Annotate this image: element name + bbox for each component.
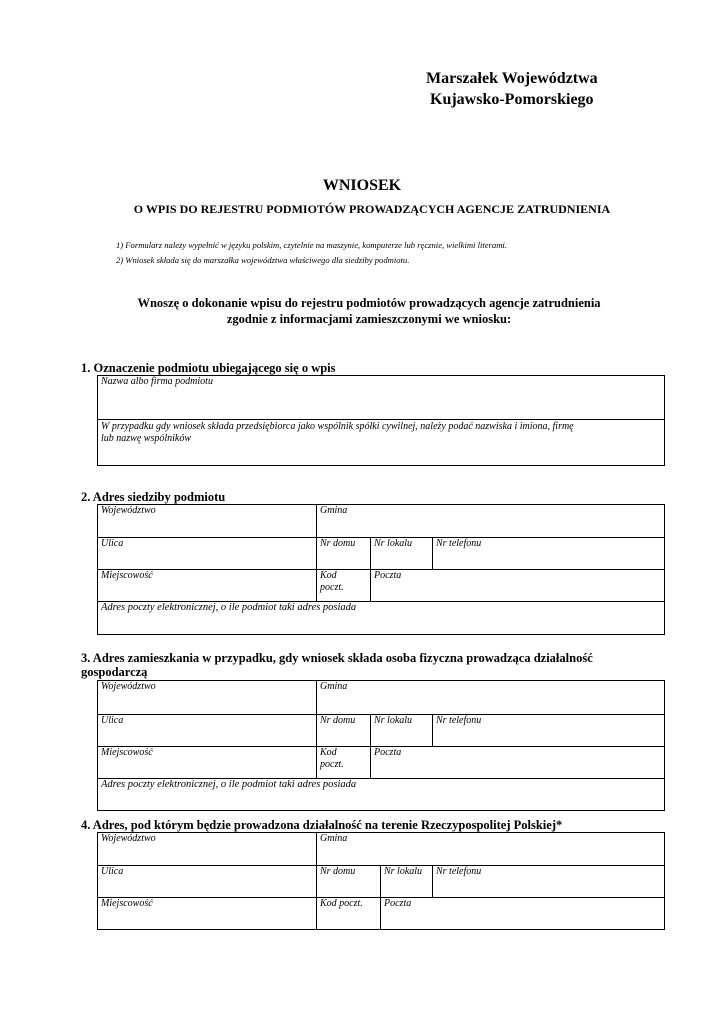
s4-unit-no-label: Nr lokalu [384,866,423,877]
s2-house-no-label: Nr domu [320,538,356,549]
s2-email-label: Adres poczty elektronicznej, o ile podmiot taki adres posiada [101,602,357,613]
s4-commune-field[interactable] [317,833,665,866]
section-3-heading-line-1: 3. Adres zamieszkania w przypadku, gdy wniosek składa osoba fizyczna prowadząca działalność [81,651,593,665]
s4-street-field[interactable] [98,866,317,898]
section-3-heading [81,651,593,679]
instructions [116,238,507,268]
entity-name-label: Nazwa albo firma podmiotu [101,376,213,387]
s3-post-office-label: Poczta [374,747,402,758]
section-3-table [97,680,665,811]
request-statement [0,295,724,327]
s2-phone-field[interactable] [433,538,665,570]
entity-name-field[interactable] [98,376,665,420]
s4-house-no-field[interactable] [317,866,381,898]
s4-phone-field[interactable] [433,866,665,898]
s2-email-field[interactable] [98,602,665,635]
partners-label-2: lub nazwę wspólników [101,433,192,444]
addressee [426,68,598,110]
s2-city-field[interactable] [98,570,317,602]
section-4-table [97,832,665,930]
s2-commune-label: Gmina [320,505,348,516]
s3-postal-code-label-2: poczt. [320,759,344,770]
s4-street-label: Ulica [101,866,124,877]
s2-postal-code-field[interactable] [317,570,371,602]
partners-field[interactable] [98,420,665,466]
s3-phone-field[interactable] [433,715,665,747]
s2-commune-field[interactable] [317,505,665,538]
section-2-heading: 2. Adres siedziby podmiotu [81,490,226,504]
s2-street-label: Ulica [101,538,124,549]
s4-phone-label: Nr telefonu [436,866,482,877]
instruction-1: 1) Formularz należy wypełnić w języku polskim, czytelnie na maszynie, komputerze lub ręcznie, wielkimi literami. [116,240,507,250]
s2-street-field[interactable] [98,538,317,570]
s4-city-field[interactable] [98,898,317,930]
s3-commune-label: Gmina [320,681,348,692]
s4-unit-no-field[interactable] [381,866,433,898]
s3-commune-field[interactable] [317,681,665,715]
s2-postal-code-label-2: poczt. [320,582,344,593]
s2-city-label: Miejscowość [101,570,153,581]
s4-post-office-label: Poczta [384,898,412,909]
s4-postal-code-label: Kod poczt. [320,898,363,909]
s2-post-office-label: Poczta [374,570,402,581]
s3-post-office-field[interactable] [371,747,665,779]
s3-city-field[interactable] [98,747,317,779]
s3-email-field[interactable] [98,779,665,811]
s4-house-no-label: Nr domu [320,866,356,877]
s4-postal-code-field[interactable] [317,898,381,930]
s4-post-office-field[interactable] [381,898,665,930]
s4-voivodeship-field[interactable] [98,833,317,866]
s3-street-field[interactable] [98,715,317,747]
s3-postal-code-field[interactable] [317,747,371,779]
s3-phone-label: Nr telefonu [436,715,482,726]
s3-street-label: Ulica [101,715,124,726]
addressee-line-1: Marszałek Województwa [426,70,598,87]
request-line-1: Wnoszę o dokonanie wpisu do rejestru podmiotów prowadzących agencje zatrudnienia [137,296,601,310]
s4-voivodeship-label: Województwo [101,833,156,844]
instruction-2: 2) Wniosek składa się do marszałka województwa właściwego dla siedziby podmiotu. [116,255,410,265]
section-4-heading: 4. Adres, pod którym będzie prowadzona działalność na terenie Rzeczypospolitej Polskiej* [81,818,563,832]
s4-commune-label: Gmina [320,833,348,844]
addressee-line-2: Kujawsko-Pomorskiego [430,91,594,108]
section-1-table [97,375,665,466]
s3-email-label: Adres poczty elektronicznej, o ile podmiot taki adres posiada [101,779,357,790]
s3-voivodeship-field[interactable] [98,681,317,715]
s2-post-office-field[interactable] [371,570,665,602]
s2-phone-label: Nr telefonu [436,538,482,549]
s3-unit-no-label: Nr lokalu [374,715,413,726]
s2-unit-no-field[interactable] [371,538,433,570]
s3-house-no-label: Nr domu [320,715,356,726]
s2-unit-no-label: Nr lokalu [374,538,413,549]
s2-postal-code-label-1: Kod [320,570,337,581]
s3-postal-code-label-1: Kod [320,747,337,758]
s2-voivodeship-field[interactable] [98,505,317,538]
form-title: WNIOSEK [322,177,402,194]
section-1-heading: 1. Oznaczenie podmiotu ubiegającego się o wpis [81,361,336,375]
form-subtitle: O WPIS DO REJESTRU PODMIOTÓW PROWADZĄCYCH AGENCJE ZATRUDNIENIA [133,202,611,216]
section-2-table [97,504,665,635]
s3-city-label: Miejscowość [101,747,153,758]
section-3-heading-line-2: gospodarczą [81,665,148,679]
s3-house-no-field[interactable] [317,715,371,747]
partners-label-1: W przypadku gdy wniosek składa przedsiębiorca jako wspólnik spółki cywilnej, należy podać nazwiska i imiona, firmę [101,421,574,432]
s3-unit-no-field[interactable] [371,715,433,747]
s2-house-no-field[interactable] [317,538,371,570]
s4-city-label: Miejscowość [101,898,153,909]
s3-voivodeship-label: Województwo [101,681,156,692]
s2-voivodeship-label: Województwo [101,505,156,516]
request-line-2: zgodnie z informacjami zamieszczonymi we wniosku: [226,312,512,326]
